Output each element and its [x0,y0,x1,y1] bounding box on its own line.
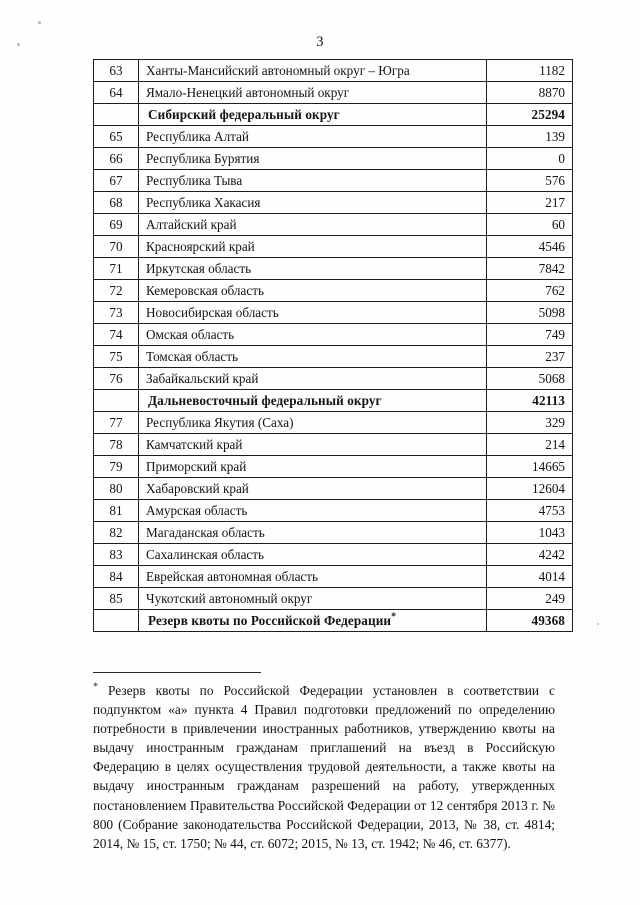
row-index-cell [94,390,139,412]
region-name-cell [139,280,487,302]
region-name-label: Чукотский автономный округ [146,590,313,606]
row-index-cell: 77 [94,412,139,434]
region-name-cell [139,302,487,324]
region-name-label: Иркутская область [146,260,252,276]
quota-value-cell: 237 [487,346,573,368]
table-row [94,588,573,610]
region-name-label: Республика Якутия (Саха) [146,414,294,430]
quota-value-cell: 25294 [487,104,573,126]
region-name-cell [139,324,487,346]
quota-value-cell: 217 [487,192,573,214]
region-name-cell [139,214,487,236]
table-row [94,346,573,368]
table-row [94,126,573,148]
quota-value-cell: 60 [487,214,573,236]
region-name-label: Забайкальский край [146,370,259,386]
table-row [94,456,573,478]
table-row [94,500,573,522]
row-index-cell [94,610,139,632]
footnote-separator [93,672,261,673]
table-row [94,478,573,500]
quota-value-cell: 329 [487,412,573,434]
table-row [94,544,573,566]
region-name-cell [139,104,487,126]
region-name-label: Сахалинская область [146,546,265,562]
quota-value-cell: 49368 [487,610,573,632]
row-index-cell: 69 [94,214,139,236]
region-name-cell [139,60,487,82]
region-name-cell [139,390,487,412]
quota-value-cell: 42113 [487,390,573,412]
page-number: 3 [316,34,324,50]
quota-value-cell: 249 [487,588,573,610]
quota-value-cell: 7842 [487,258,573,280]
footnote-marker: * [93,681,98,693]
region-name-label: Приморский край [146,458,247,474]
region-name-label: Магаданская область [146,524,265,540]
region-name-cell [139,412,487,434]
quota-value-cell: 4546 [487,236,573,258]
region-name-label: Республика Тыва [146,172,243,188]
quota-value-cell: 14665 [487,456,573,478]
region-name-label: Республика Хакасия [146,194,261,210]
row-index-cell: 78 [94,434,139,456]
region-name-label: Кемеровская область [146,282,264,298]
row-index-cell: 83 [94,544,139,566]
region-name-cell [139,170,487,192]
region-name-cell [139,478,487,500]
row-index-cell: 84 [94,566,139,588]
region-name-label: Республика Бурятия [146,150,260,166]
table-row [94,60,573,82]
region-name-label: Еврейская автономная область [146,568,319,584]
scan-speck [597,623,599,625]
quota-value-cell: 4242 [487,544,573,566]
quota-table-body [94,60,573,632]
region-name-cell [139,566,487,588]
region-name-label: Амурская область [146,502,248,518]
region-name-cell [139,544,487,566]
table-row [94,148,573,170]
row-index-cell: 64 [94,82,139,104]
region-name-cell [139,346,487,368]
region-name-label: Ямало-Ненецкий автономный округ [146,84,350,100]
table-row [94,214,573,236]
row-index-cell: 80 [94,478,139,500]
table-row-group [94,610,573,632]
region-name-label: Алтайский край [146,216,237,232]
region-name-cell [139,610,487,632]
region-name-cell [139,82,487,104]
region-name-label: Новосибирская область [146,304,279,320]
table-row-group [94,104,573,126]
footnote-text [93,681,555,853]
row-index-cell: 72 [94,280,139,302]
region-name-cell [139,192,487,214]
region-name-label: Ханты-Мансийский автономный округ – Югра [146,62,410,78]
quota-value-cell: 139 [487,126,573,148]
row-index-cell: 76 [94,368,139,390]
region-name-label: Резерв квоты по Российской Федерации [148,612,392,628]
region-name-label: Хабаровский край [146,480,249,496]
footnote-body: Резерв квоты по Российской Федерации установлен в соответствии с подпунктом «а» пункта 4 Правил подготовки предложений по определению потребности в привлечении иностранных работников, утверждению квоты на выдачу иностранным гражданам приглашений на въезд в Российскую Федерацию в целях осуществления трудовой деятельности, а также квоты на выдачу иностранным гражданам разрешений на работу, утвержденных постановлением Правительства Российской Федерации от 12 сентября 2013 г. № 800 (Собрание законодательства Российской Федерации, 2013, № 38, ст. 4814; 2014, № 15, ст. 1750; № 44, ст. 6072; 2015, № 13, ст. 1942; № 46, ст. 6377). [93,683,555,851]
region-name-label: Сибирский федеральный округ [148,106,340,122]
region-name-cell [139,434,487,456]
quota-value-cell: 5068 [487,368,573,390]
region-name-cell [139,588,487,610]
table-row [94,170,573,192]
table-row [94,324,573,346]
quota-value-cell: 0 [487,148,573,170]
table-row [94,434,573,456]
region-name-cell [139,258,487,280]
region-name-cell [139,368,487,390]
table-row [94,192,573,214]
region-name-label: Красноярский край [146,238,255,254]
row-index-cell: 73 [94,302,139,324]
row-index-cell: 75 [94,346,139,368]
quota-value-cell: 576 [487,170,573,192]
row-index-cell: 82 [94,522,139,544]
region-name-label: Республика Алтай [146,128,249,144]
footnote-reference-marker: * [391,611,397,623]
region-name-cell [139,522,487,544]
quota-value-cell: 4753 [487,500,573,522]
row-index-cell: 85 [94,588,139,610]
region-name-cell [139,126,487,148]
row-index-cell: 66 [94,148,139,170]
row-index-cell: 81 [94,500,139,522]
table-row [94,258,573,280]
region-name-label: Камчатский край [146,436,243,452]
table-row [94,412,573,434]
table-row [94,82,573,104]
region-name-label: Дальневосточный федеральный округ [148,392,382,408]
scan-speck [38,21,41,24]
table-row [94,302,573,324]
quota-value-cell: 1043 [487,522,573,544]
region-name-cell [139,456,487,478]
quota-value-cell: 1182 [487,60,573,82]
table-row [94,236,573,258]
table-row [94,566,573,588]
region-name-cell [139,236,487,258]
quota-value-cell: 762 [487,280,573,302]
quota-value-cell: 4014 [487,566,573,588]
region-name-cell [139,148,487,170]
row-index-cell: 70 [94,236,139,258]
row-index-cell: 63 [94,60,139,82]
quota-table [93,59,573,632]
quota-value-cell: 214 [487,434,573,456]
row-index-cell: 71 [94,258,139,280]
table-row [94,280,573,302]
row-index-cell: 65 [94,126,139,148]
quota-value-cell: 749 [487,324,573,346]
region-name-cell [139,500,487,522]
table-row-group [94,390,573,412]
table-row [94,368,573,390]
quota-value-cell: 12604 [487,478,573,500]
row-index-cell: 74 [94,324,139,346]
quota-value-cell: 5098 [487,302,573,324]
quota-value-cell: 8870 [487,82,573,104]
table-row [94,522,573,544]
row-index-cell: 79 [94,456,139,478]
region-name-label: Томская область [146,348,239,364]
row-index-cell: 68 [94,192,139,214]
row-index-cell [94,104,139,126]
row-index-cell: 67 [94,170,139,192]
region-name-label: Омская область [146,326,235,342]
